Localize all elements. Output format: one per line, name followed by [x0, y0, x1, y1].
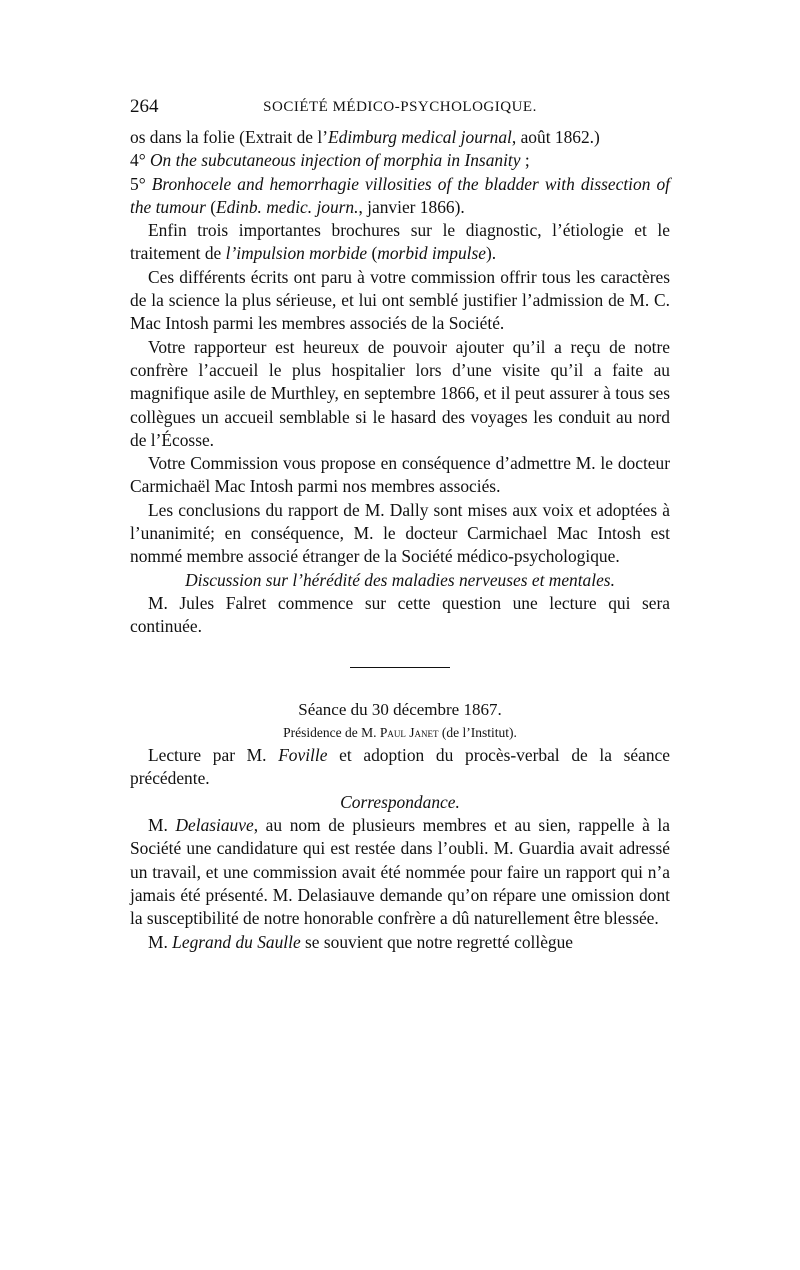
- page-header: [130, 96, 670, 126]
- paragraph: 5° Bronhocele and hemorrhagie villosities of the bladder with dissection of the tumour (Edinb. medic. journ., janvier 1866).: [130, 173, 670, 217]
- running-title: SOCIÉTÉ MÉDICO-PSYCHOLOGIQUE.: [263, 99, 537, 115]
- paragraph: Lecture par M. Foville et adoption du procès-verbal de la séance précédente.: [130, 745, 670, 789]
- section-divider: [350, 667, 450, 668]
- presidency-line: Présidence de M. Paul Janet (de l’Institut).: [283, 724, 517, 740]
- paragraph: Votre Commission vous propose en conséquence d’admettre M. le docteur Carmichaël Mac Intosh parmi nos membres associés.: [130, 453, 670, 497]
- paragraph: M. Delasiauve, au nom de plusieurs membres et au sien, rappelle à la Société une candidature qui est restée dans l’oubli. M. Guardia avait adressé un travail, et une commission avait été nommée pour faire un rapport qui n’a jamais été présenté. M. Delasiauve demande qu’on répare une omission dont la susceptibilité de notre honorable confrère a dû naturellement être blessée.: [130, 815, 670, 929]
- paragraph: os dans la folie (Extrait de l’Edimburg medical journal, août 1862.): [130, 127, 600, 147]
- paragraph: M. Jules Falret commence sur cette question une lecture qui sera continuée.: [130, 592, 670, 637]
- paragraph: Les conclusions du rapport de M. Dally sont mises aux voix et adoptées à l’unanimité; en conséquence, M. le docteur Carmichael Mac Intosh est nommé membre associé étranger de la Société médico-psychologique.: [130, 499, 670, 567]
- page-number: 264: [130, 96, 159, 117]
- body-text: [130, 126, 670, 954]
- paragraph: Enfin trois importantes brochures sur le diagnostic, l’étiologie et le traitement de l’impulsion morbide (morbid impulse).: [130, 220, 670, 264]
- subsection-heading: Correspondance.: [340, 791, 460, 812]
- paragraph: Votre rapporteur est heureux de pouvoir ajouter qu’il a reçu de notre confrère l’accueil le plus hospitalier lors d’une visite qu’il a faite au magnifique asile de Murthley, en septembre 1866, et il peut assurer à tous ses collègues un accueil semblable si le hasard des voyages les conduit au nord de l’Écosse.: [130, 336, 670, 450]
- paragraph: Ces différents écrits ont paru à votre commission offrir tous les caractères de la science la plus sérieuse, et lui ont semblé justifier l’admission de M. C. Mac Intosh parmi les membres associés de la Société.: [130, 266, 670, 334]
- paragraph: M. Legrand du Saulle se souvient que notre regretté collègue: [148, 931, 574, 952]
- document-page: [130, 96, 670, 954]
- session-title: Séance du 30 décembre 1867.: [298, 699, 502, 719]
- section-heading: Discussion sur l’hérédité des maladies nerveuses et mentales.: [185, 569, 615, 590]
- paragraph: 4° On the subcutaneous injection of morphia in Insanity ;: [130, 150, 530, 171]
